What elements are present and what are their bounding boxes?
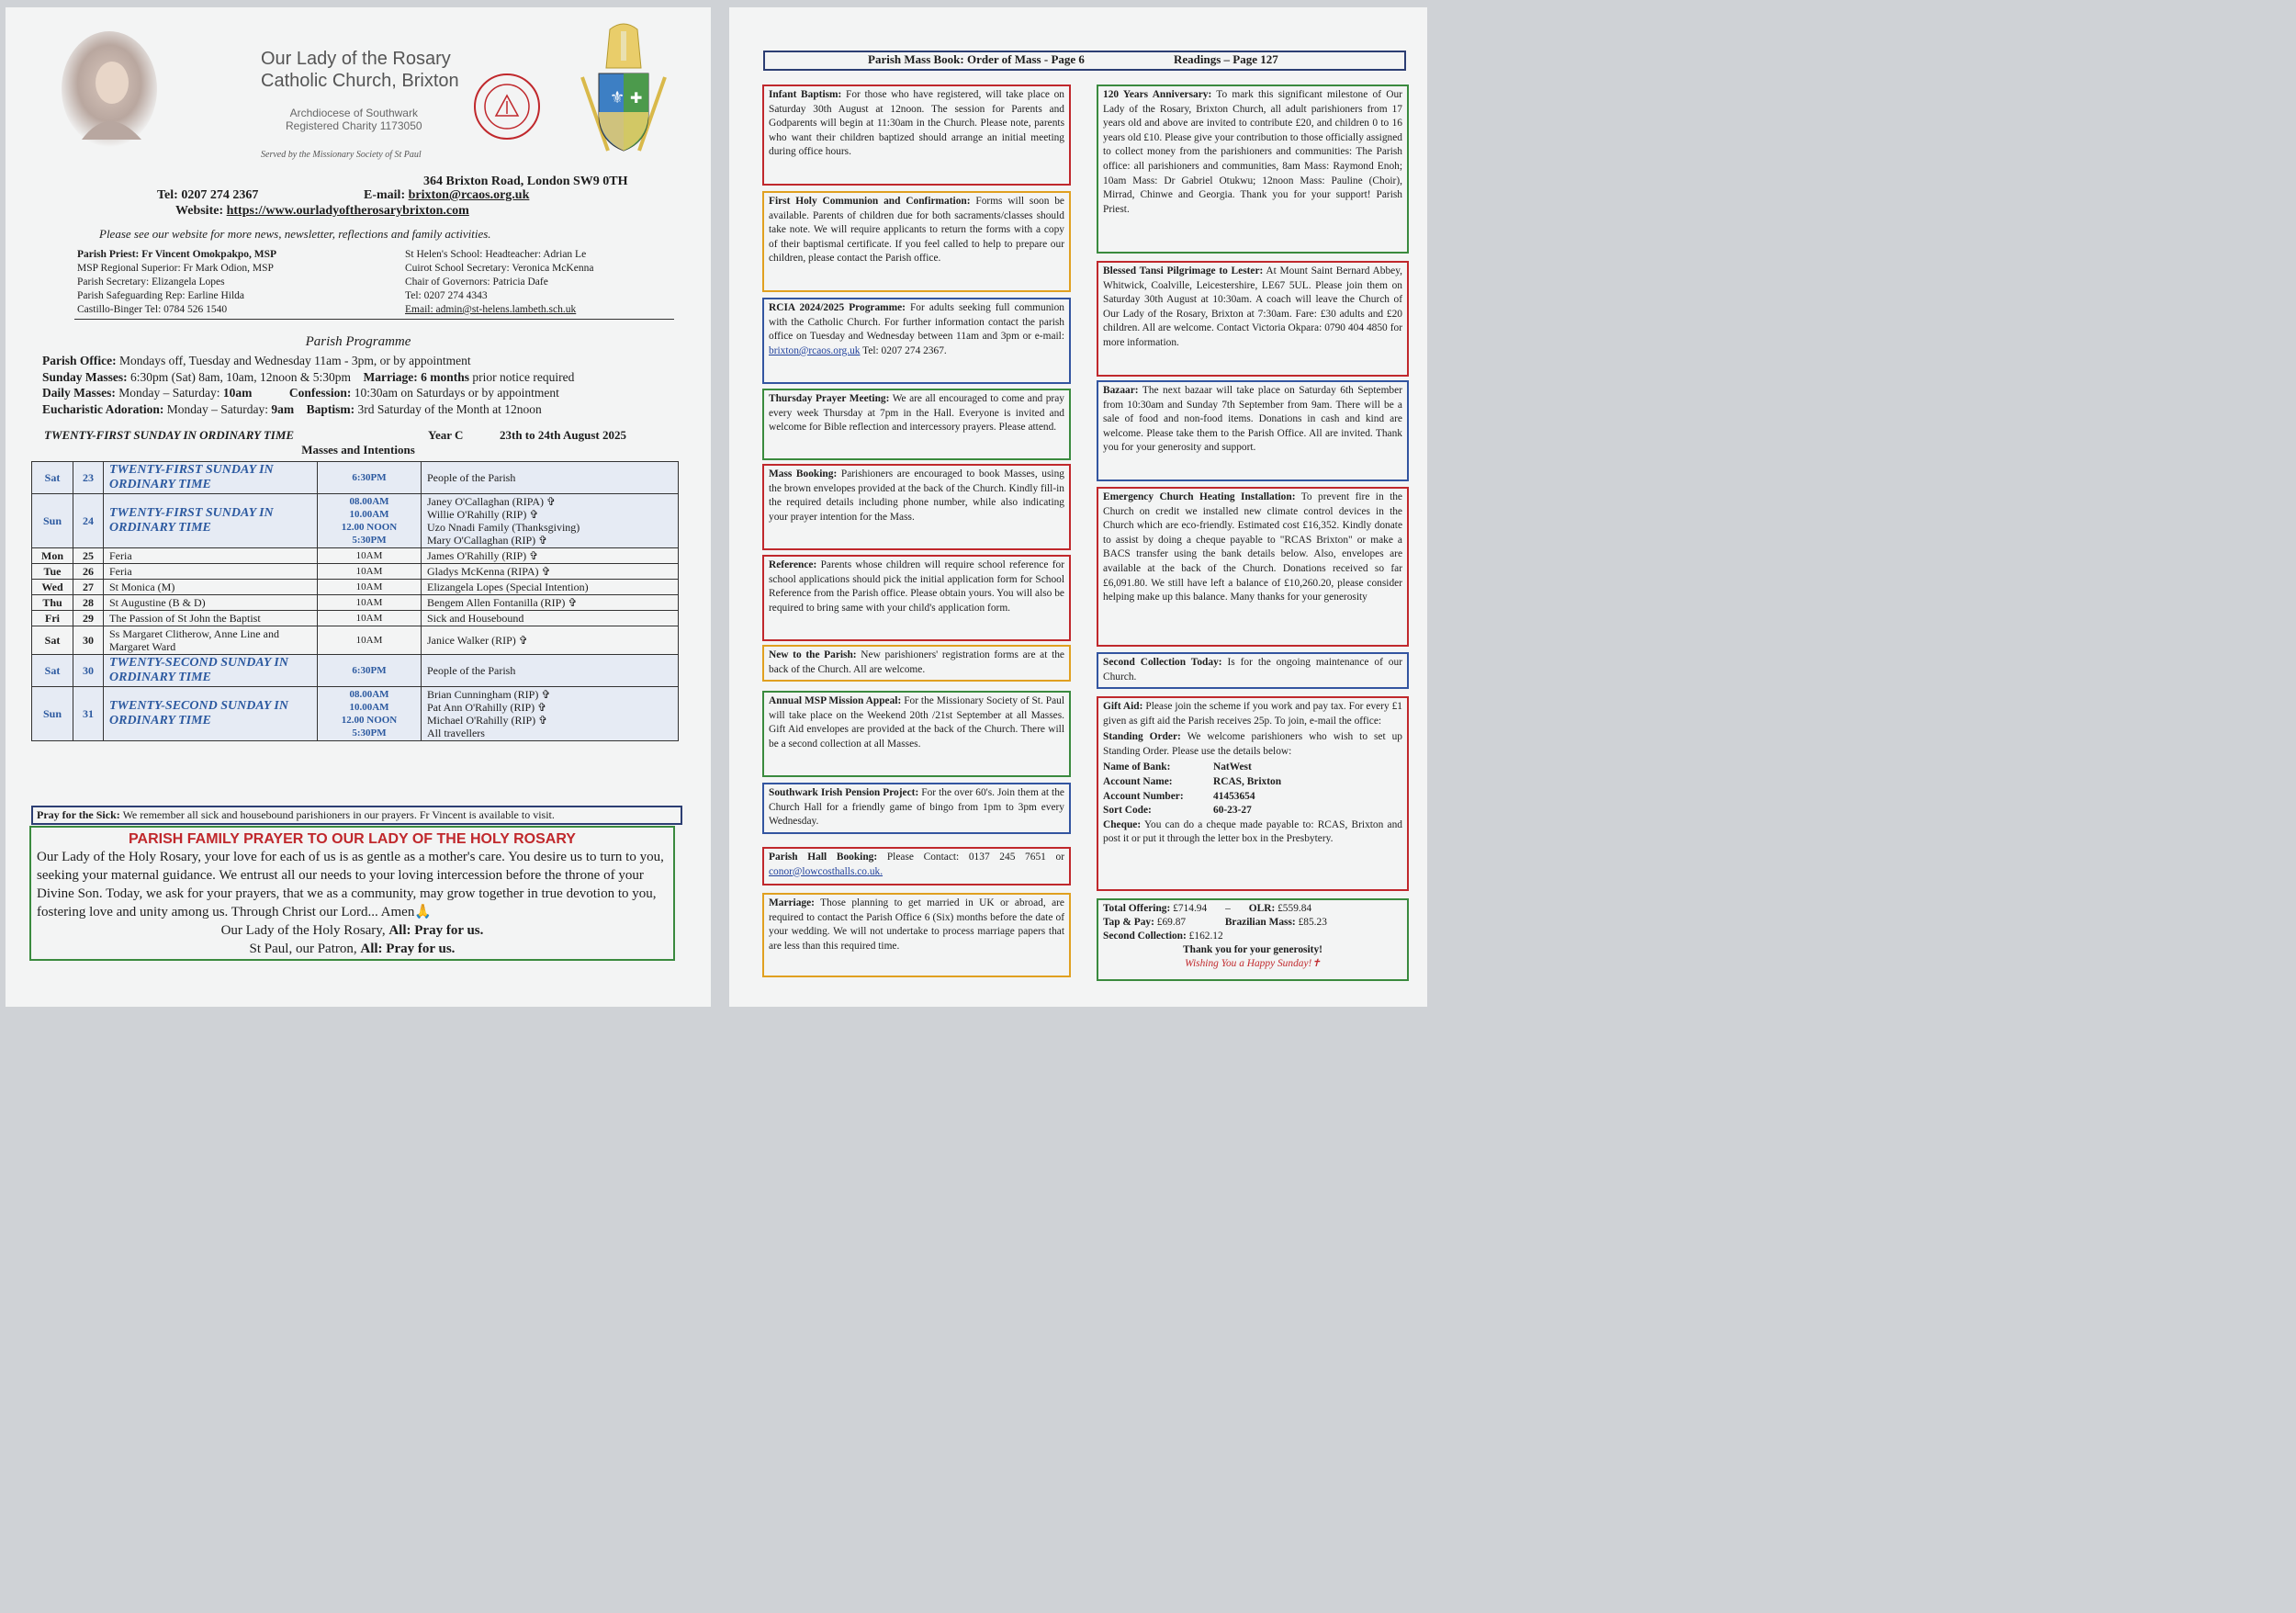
mass-row	[32, 548, 679, 564]
mass-row	[32, 580, 679, 595]
notice-new	[762, 645, 1071, 682]
school-email[interactable]: Email: admin@st-helens.lambeth.sch.uk	[405, 304, 577, 315]
week-dates: 23th to 24th August 2025	[500, 428, 626, 442]
mass-intentions	[422, 595, 679, 611]
adoration: Eucharistic Adoration: Monday – Saturday: 9am Baptism: 3rd Saturday of the Month at 12noon	[42, 401, 542, 416]
notice-text: Those planning to get married in UK or abroad, are required to contact the Parish Office 6 (Six) months before the date of your wedding. We will not undertake to process marriage papers that are less than this required time.	[769, 897, 1064, 952]
notice-tansi	[1097, 261, 1409, 377]
sick-text: We remember all sick and housebound parishioners in our prayers. Fr Vincent is available to visit.	[122, 808, 555, 821]
staff-line: Parish Priest: Fr Vincent Omokpakpo, MSP	[77, 249, 277, 260]
church-name	[261, 48, 459, 92]
masses-title: Masses and Intentions	[301, 443, 415, 457]
mass-celebration: Feria	[104, 548, 318, 564]
thanks: Thank you for your generosity!	[1183, 944, 1322, 955]
notice-text: To prevent fire in the Church on credit we installed new climate control devices in the Church which are eco-friendly. Estimated cost £16,352. Kindly donate to assist by doing a cheque payable to "RCAS Brixton" or make a BACS transfer using the bank details below. Also, envelopes are available at the back of the Church. Donations received so far £6,091.80. We still have left a balance of £10,260.20, please consider helping make up this balance. Many thanks for your generosity	[1103, 491, 1402, 603]
notice-text: New parishioners' registration forms are at the back of the Church. All are welcome.	[769, 649, 1064, 675]
mass-row	[32, 494, 679, 548]
mass-date: 30	[73, 655, 104, 687]
mass-day: Sun	[32, 687, 73, 741]
mass-book-page: Parish Mass Book: Order of Mass - Page 6	[868, 52, 1085, 66]
bank-label: Account Name:	[1103, 775, 1173, 787]
notice-title: 120 Years Anniversary:	[1103, 89, 1212, 100]
msp-seal-logo	[472, 72, 542, 146]
mass-intention: Uzo Nnadi Family (Thanksgiving)	[427, 521, 580, 534]
mass-intentions	[422, 564, 679, 580]
pray-for-sick	[31, 806, 682, 825]
mass-row	[32, 626, 679, 655]
school-line: Tel: 0207 274 4343	[405, 290, 488, 301]
school-line: Chair of Governors: Patricia Dafe	[405, 276, 548, 288]
notice-text: Forms will soon be available. Parents of children due for both sacraments/classes should take note. We will require applicants to return the forms with a copy of their baptismal certificate. If you feel called to help to prepare our children, please contact the Parish office.	[769, 196, 1064, 265]
mass-date: 23	[73, 462, 104, 494]
office-hours: Parish Office: Mondays off, Tuesday and Wednesday 11am - 3pm, or by appointment	[42, 354, 471, 367]
coat-of-arms-logo	[573, 22, 674, 164]
mass-day: Tue	[32, 564, 73, 580]
mass-day: Fri	[32, 611, 73, 626]
svg-text:✚: ✚	[630, 89, 643, 107]
mass-times	[318, 626, 422, 655]
masses-table	[31, 461, 679, 741]
mass-celebration: Feria	[104, 564, 318, 580]
mass-intentions	[422, 611, 679, 626]
mass-intentions	[422, 548, 679, 564]
mass-date: 27	[73, 580, 104, 595]
mass-celebration: TWENTY-FIRST SUNDAY IN ORDINARY TIME	[104, 462, 318, 494]
school-line: Cuirot School Secretary: Veronica McKenna	[405, 263, 594, 274]
mass-time: 6:30PM	[352, 472, 387, 483]
mass-times	[318, 548, 422, 564]
address: 364 Brixton Road, London SW9 0TH	[423, 175, 628, 188]
mass-time: 10AM	[355, 613, 383, 624]
mass-date: 31	[73, 687, 104, 741]
staff-line: Parish Secretary: Elizangela Lopes	[77, 276, 225, 288]
mass-time: 5:30PM	[352, 535, 387, 546]
mass-times	[318, 564, 422, 580]
mass-row	[32, 611, 679, 626]
gift-aid-box	[1097, 696, 1409, 891]
notice-title: Mass Booking:	[769, 468, 838, 479]
church-name-line-1: Our Lady of the Rosary	[261, 49, 451, 69]
bank-row	[1103, 761, 1402, 775]
liturgical-year: Year C	[428, 428, 464, 442]
church-name-line-2: Catholic Church, Brixton	[261, 71, 459, 91]
notice-title: First Holy Communion and Confirmation:	[769, 196, 971, 207]
bank-label: Account Number:	[1103, 790, 1184, 802]
sunday-title: TWENTY-FIRST SUNDAY IN ORDINARY TIME	[44, 428, 295, 442]
notice-rcia	[762, 298, 1071, 384]
mass-times	[318, 462, 422, 494]
staff-line: Parish Safeguarding Rep: Earline Hilda	[77, 290, 245, 301]
mass-intentions	[422, 655, 679, 687]
cheque-text: Cheque: You can do a cheque made payable to: RCAS, Brixton and post it or put it through the letter box in the Presbytery.	[1103, 818, 1402, 845]
notice-text: We are all encouraged to come and pray every week Thursday at 7pm in the Hall. Everyone is invited and welcome for Bible reflection and intercessory prayers. Please attend.	[769, 393, 1064, 434]
sick-label: Pray for the Sick:	[37, 808, 120, 821]
notice-title: Marriage:	[769, 897, 815, 908]
school-line: St Helen's School: Headteacher: Adrian Le	[405, 249, 587, 260]
notice-second	[1097, 652, 1409, 689]
mass-intentions	[422, 494, 679, 548]
notice-msp	[762, 691, 1071, 777]
divider	[74, 319, 674, 320]
notice-title: Bazaar:	[1103, 385, 1139, 396]
mass-day: Sat	[32, 626, 73, 655]
mass-row	[32, 564, 679, 580]
mass-times	[318, 494, 422, 548]
madonna-image	[59, 29, 160, 149]
notice-thursday	[762, 389, 1071, 460]
parish-prayer-box	[29, 826, 675, 961]
notice-text: For the over 60's. Join them at the Church Hall for a friendly game of bingo from 1pm to 3pm every Wednesday.	[769, 787, 1064, 828]
notice-pension	[762, 783, 1071, 834]
right-page	[729, 7, 1427, 1007]
notice-email-link[interactable]: conor@lowcosthalls.co.uk.	[769, 865, 884, 877]
mass-day: Sat	[32, 655, 73, 687]
mass-date: 28	[73, 595, 104, 611]
notice-email-link[interactable]: brixton@rcaos.org.uk	[769, 344, 861, 356]
mass-times	[318, 655, 422, 687]
bank-label: Name of Bank:	[1103, 761, 1171, 773]
prayer-response-2: St Paul, our Patron, All: Pray for us.	[249, 942, 456, 956]
notice-title: Reference:	[769, 559, 817, 570]
standing-order-text: Standing Order: We welcome parishioners who wish to set up Standing Order. Please use the details below:	[1103, 731, 1402, 757]
archdiocese-block	[286, 107, 422, 132]
mass-intention: Michael O'Rahilly (RIP) ✞	[427, 714, 548, 727]
notice-title: RCIA 2024/2025 Programme:	[769, 302, 906, 313]
charity-number: Registered Charity 1173050	[286, 119, 422, 132]
notice-text: To mark this significant milestone of Our Lady of the Rosary, Brixton Church, all adult parishioners from 17 years old and above are invited to contribute £20, and children 0 to 16 years old £10. Please give your contribution to those officially assigned to collect money from the parishioners and communities: The Parish office: all parishioners and communities, 8am Mass: Raymond Enoh; 10am Mass: Dr Gabriel Otukwu; 12noon Mass: Pauline (Choir), Mirrad, Chinwe and Georgia. Thank you for your support! Parish Priest.	[1103, 89, 1402, 215]
website-link[interactable]: https://www.ourladyoftherosarybrixton.com	[226, 204, 469, 218]
website-label: Website:	[175, 204, 224, 218]
mass-intention: Janice Walker (RIP) ✞	[427, 634, 528, 647]
served-by: Served by the Missionary Society of St Paul	[261, 150, 422, 160]
archdiocese: Archdiocese of Southwark	[289, 107, 418, 119]
left-page	[6, 7, 711, 1007]
bank-row	[1103, 804, 1402, 818]
mass-day: Thu	[32, 595, 73, 611]
notice-text: Parents whose children will require school reference for school applications should pick the initial application form for School Reference from the Parish office. Please obtain yours. You will also be required to bring same with your child's application form.	[769, 559, 1064, 614]
bank-value: NatWest	[1213, 761, 1252, 773]
gift-aid-text: Gift Aid: Please join the scheme if you work and pay tax. For every £1 given as gift aid the Parish receives 25p. To join, e-mail the office:	[1103, 701, 1402, 727]
tap-and-pay: Tap & Pay: £69.87 Brazilian Mass: £85.23	[1103, 917, 1327, 928]
school-staff	[405, 248, 593, 317]
daily-masses: Daily Masses: Monday – Saturday: 10am Confession: 10:30am on Saturdays or by appointment	[42, 386, 559, 400]
mass-time: 10AM	[355, 581, 383, 592]
mass-row	[32, 595, 679, 611]
mass-row	[32, 687, 679, 741]
mass-intention: Brian Cunningham (RIP) ✞	[427, 688, 551, 701]
notice-heating	[1097, 487, 1409, 647]
notice-text: For the Missionary Society of St. Paul will take place on the Weekend 20th /21st September at all Masses. Gift Aid envelopes are provided at the back of the Church. There will be a second collection at all Masses.	[769, 695, 1064, 750]
notice-text: At Mount Saint Bernard Abbey, Whitwick, Coalville, Leicestershire, LE67 5UL. Please join them on Saturday 30th August at 10:30am. A coach will leave the Church of Our Lady of the Rosary, Brixton at 7:30am. Fare: £30 adults and £20 children. All are welcome. Contact Victoria Okpara: 0790 404 4850 for more information.	[1103, 265, 1403, 348]
mass-celebration: St Monica (M)	[104, 580, 318, 595]
prayer-response-1: Our Lady of the Holy Rosary, All: Pray for us.	[220, 923, 484, 938]
email-link[interactable]: brixton@rcaos.org.uk	[408, 188, 530, 202]
mass-times	[318, 595, 422, 611]
email-line	[364, 188, 529, 203]
mass-row	[32, 462, 679, 494]
bank-details	[1103, 761, 1402, 818]
notice-title: New to the Parish:	[769, 649, 857, 660]
notice-text: For those who have registered, will take place on Saturday 30th August at 12noon. The session for Parents and Godparents will begin at 11:30am in the Church. Please note, parents who want their children baptized should arrange an initial meeting during office hours.	[769, 89, 1064, 158]
mass-intentions	[422, 462, 679, 494]
mass-book-bar	[763, 51, 1406, 71]
notice-tel: Tel: 0207 274 2367.	[862, 344, 947, 356]
telephone: Tel: 0207 274 2367	[157, 188, 259, 202]
mass-day: Sun	[32, 494, 73, 548]
mass-times	[318, 580, 422, 595]
mass-day: Wed	[32, 580, 73, 595]
sunday-masses: Sunday Masses: 6:30pm (Sat) 8am, 10am, 12noon & 5:30pm Marriage: 6 months prior notice required	[42, 369, 575, 384]
notice-anniversary	[1097, 85, 1409, 254]
mass-celebration: The Passion of St John the Baptist	[104, 611, 318, 626]
notice-communion	[762, 191, 1071, 292]
bank-value: 41453654	[1213, 790, 1255, 802]
notice-title: Annual MSP Mission Appeal:	[769, 695, 902, 706]
mass-intention: Janey O'Callaghan (RIPA) ✞	[427, 495, 557, 508]
notice-text: Is for the ongoing maintenance of our Church.	[1103, 657, 1402, 682]
bank-row	[1103, 790, 1402, 805]
svg-text:⚜: ⚜	[610, 88, 625, 107]
prayer-body: Our Lady of the Holy Rosary, your love for each of us is as gentle as a mother's care. You desire us to turn to you, seeking your maternal guidance. We entrust all our needs to your loving intercession before the throne of your Divine Son. Today, we ask for your prayers, that we as a community, may grow together in true devotion to you, fostering love and unity among us. Through Christ our Lord... Amen🙏	[37, 850, 664, 919]
mass-time: 08.00AM	[349, 496, 389, 507]
mass-times	[318, 687, 422, 741]
mass-intention: James O'Rahilly (RIP) ✞	[427, 549, 539, 562]
notice-text: Parishioners are encouraged to book Masses, using the brown envelopes provided at the back of the Church. Kindly fill-in the required details including phone number, while also indicating your prayer intention for the Mass.	[769, 468, 1064, 523]
prayer-title: PARISH FAMILY PRAYER TO OUR LADY OF THE HOLY ROSARY	[129, 831, 576, 847]
notice-text: For adults seeking full communion with the Catholic Church. For further information contact the parish office on Tuesday and Wednesday between 11am and 3pm or e-mail:	[769, 302, 1064, 343]
parish-programme	[42, 353, 574, 417]
notice-text: The next bazaar will take place on Saturday 6th September from 10:30am and Sunday 7th September from 9am. There will be a sale of food and non-food items. Donations in cash and kind are welcome. Please take them to the Parish Office. All are invited. Thank you for your generosity and support.	[1103, 385, 1402, 454]
mass-intentions	[422, 580, 679, 595]
mass-time: 10.00AM	[349, 702, 389, 713]
mass-intention: Gladys McKenna (RIPA) ✞	[427, 565, 551, 578]
staff-line: MSP Regional Superior: Fr Mark Odion, MSP	[77, 263, 274, 274]
second-collection-total: Second Collection: £162.12	[1103, 931, 1223, 942]
mass-intention: Mary O'Callaghan (RIP) ✞	[427, 534, 548, 547]
notice-reference	[762, 555, 1071, 641]
mass-celebration: TWENTY-SECOND SUNDAY IN ORDINARY TIME	[104, 687, 318, 741]
offering-totals-box	[1097, 898, 1409, 981]
bank-value: 60-23-27	[1213, 805, 1252, 817]
notice-bazaar	[1097, 380, 1409, 481]
mass-celebration: St Augustine (B & D)	[104, 595, 318, 611]
website-line	[175, 204, 469, 219]
mass-intentions	[422, 626, 679, 655]
mass-intentions	[422, 687, 679, 741]
mass-intention: Sick and Housebound	[427, 612, 524, 625]
notice-title: Blessed Tansi Pilgrimage to Lester:	[1103, 265, 1264, 276]
parish-staff	[77, 248, 276, 317]
mass-intention: Willie O'Rahilly (RIP) ✞	[427, 508, 539, 521]
mass-date: 26	[73, 564, 104, 580]
programme-title: Parish Programme	[305, 334, 411, 349]
mass-intention: Elizangela Lopes (Special Intention)	[427, 581, 589, 593]
staff-line: Castillo-Binger Tel: 0784 526 1540	[77, 304, 228, 315]
mass-date: 24	[73, 494, 104, 548]
mass-times	[318, 611, 422, 626]
bank-value: RCAS, Brixton	[1213, 775, 1282, 787]
mass-intention: People of the Parish	[427, 471, 516, 484]
notice-title: Emergency Church Heating Installation:	[1103, 491, 1296, 502]
bank-label: Sort Code:	[1103, 805, 1152, 817]
readings-page: Readings – Page 127	[1174, 52, 1278, 66]
notice-title: Second Collection Today:	[1103, 657, 1222, 668]
email-label: E-mail:	[364, 188, 406, 202]
mass-intention: People of the Parish	[427, 664, 516, 677]
notice-title: Southwark Irish Pension Project:	[769, 787, 919, 798]
mass-time: 10AM	[355, 635, 383, 646]
notice-title: Infant Baptism:	[769, 89, 842, 100]
mass-celebration: Ss Margaret Clitherow, Anne Line and Margaret Ward	[104, 626, 318, 655]
notice-title: Thursday Prayer Meeting:	[769, 393, 890, 404]
mass-time: 12.00 NOON	[341, 715, 398, 726]
mass-time: 10AM	[355, 550, 383, 561]
mass-time: 5:30PM	[352, 728, 387, 739]
mass-time: 10.00AM	[349, 509, 389, 520]
mass-day: Sat	[32, 462, 73, 494]
mass-time: 10AM	[355, 566, 383, 577]
total-offering: Total Offering: £714.94 – OLR: £559.84	[1103, 903, 1312, 914]
website-note: Please see our website for more news, newsletter, reflections and family activities.	[99, 227, 491, 241]
mass-celebration: TWENTY-SECOND SUNDAY IN ORDINARY TIME	[104, 655, 318, 687]
mass-celebration: TWENTY-FIRST SUNDAY IN ORDINARY TIME	[104, 494, 318, 548]
mass-day: Mon	[32, 548, 73, 564]
notice-infant	[762, 85, 1071, 186]
sunday-wish: Wishing You a Happy Sunday!✝	[1185, 958, 1321, 969]
mass-time: 12.00 NOON	[341, 522, 398, 533]
bank-row	[1103, 775, 1402, 790]
mass-date: 30	[73, 626, 104, 655]
mass-time: 10AM	[355, 597, 383, 608]
notice-hall	[762, 847, 1071, 885]
mass-date: 25	[73, 548, 104, 564]
mass-time: 6:30PM	[352, 665, 387, 676]
mass-time: 08.00AM	[349, 689, 389, 700]
mass-row	[32, 655, 679, 687]
notice-booking	[762, 464, 1071, 550]
notice-text: Please Contact: 0137 245 7651 or	[886, 852, 1064, 863]
mass-date: 29	[73, 611, 104, 626]
mass-intention: Pat Ann O'Rahilly (RIP) ✞	[427, 701, 547, 714]
notice-title: Parish Hall Booking:	[769, 852, 878, 863]
notice-marriage	[762, 893, 1071, 977]
mass-intention: Bengem Allen Fontanilla (RIP) ✞	[427, 596, 578, 609]
mass-intention: All travellers	[427, 727, 485, 739]
